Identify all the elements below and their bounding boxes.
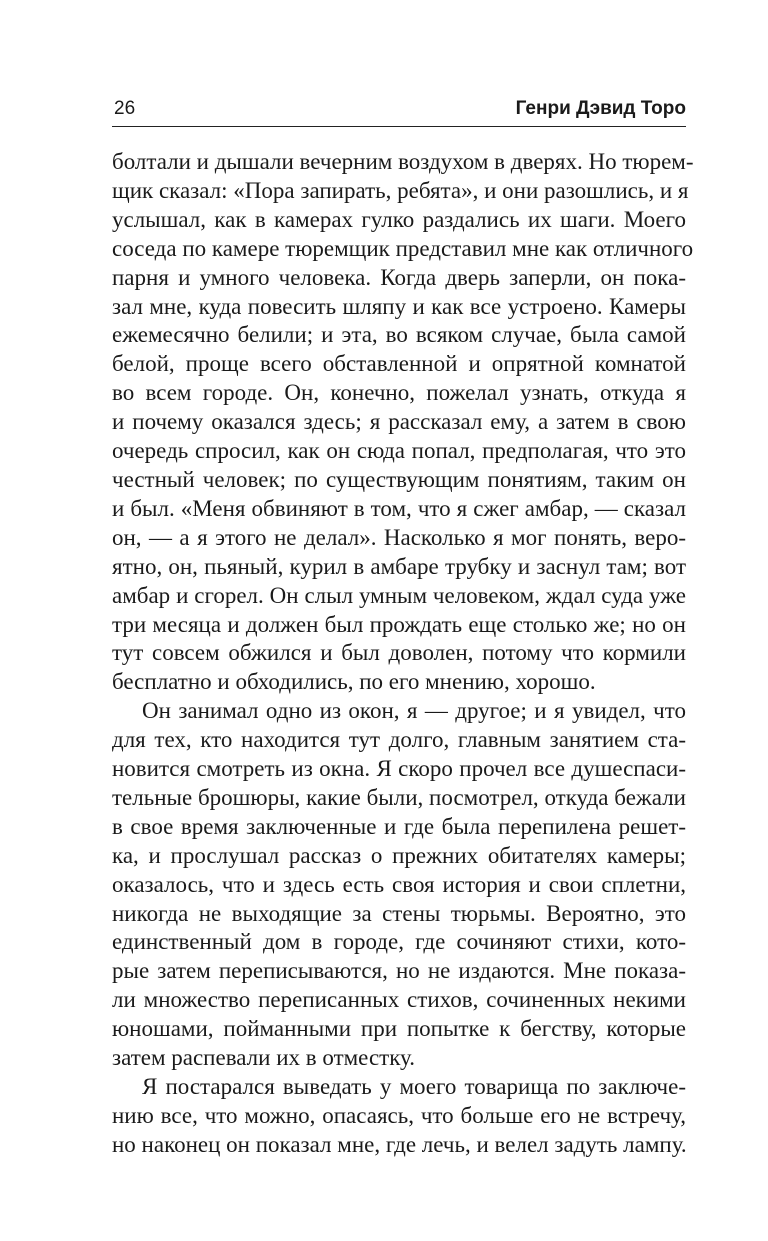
text-line: ятно, он, пьяный, курил в амбаре трубку и заснул там; вот (112, 553, 686, 579)
text-line: услышал, как в камерах гулко раздались их шаги. Моего (112, 206, 686, 232)
text-line: затем распевали их в отместку. (112, 1045, 416, 1071)
text-line: тельные брошюры, какие были, посмотрел, откуда бежали (112, 784, 686, 810)
text-line: щик сказал: «Пора запирать, ребята», и они разошлись, и я (112, 177, 689, 203)
paragraph (112, 148, 694, 697)
text-line: ли множество переписанных стихов, сочиненных некими (112, 987, 686, 1013)
text-line: новится смотреть из окна. Я скоро прочел все душеспаси- (112, 756, 686, 782)
text-line: бесплатно и обходились, по его мнению, хорошо. (112, 669, 596, 695)
text-line: три месяца и должен был прождать еще столько же; но он (112, 611, 686, 637)
text-line: Он занимал одно из окон, я — другое; и я увидел, что (142, 698, 686, 724)
text-line: ка, и прослушал рассказ о прежних обитателях камеры; (112, 842, 686, 868)
text-line: очередь спросил, как он сюда попал, предполагая, что это (112, 438, 686, 464)
text-line: он, — а я этого не делал». Насколько я мог понять, веро- (112, 524, 686, 550)
text-line: нию все, что можно, опасаясь, что больше его не встречу, (112, 1102, 686, 1128)
paragraph (112, 697, 686, 1073)
page-header (112, 94, 686, 127)
text-line: зал мне, куда повесить шляпу и как все устроено. Камеры (112, 293, 686, 319)
text-line: во всем городе. Он, конечно, пожелал узнать, откуда я (112, 380, 686, 406)
text-line: Я постарался выведать у моего товарища по заключе- (142, 1074, 686, 1099)
text-line: рые затем переписываются, но не издаются. Мне показа- (112, 958, 686, 984)
text-line: честный человек; по существующим понятиям, таким он (112, 466, 686, 492)
text-line: и был. «Меня обвиняют в том, что я сжег амбар, — сказал (112, 495, 686, 521)
body-text (112, 148, 694, 1160)
text-line: юношами, пойманными при попытке к бегству, которые (112, 1016, 686, 1042)
text-line: в свое время заключенные и где была перепилена решет- (112, 813, 686, 839)
text-line: единственный дом в городе, где сочиняют стихи, кото- (112, 929, 686, 955)
text-line: но наконец он показал мне, где лечь, и велел задуть лампу. (112, 1131, 687, 1157)
text-line: ежемесячно белили; и эта, во всяком случае, была самой (112, 322, 686, 348)
text-line: никогда не выходящие за стены тюрьмы. Вероятно, это (112, 900, 686, 926)
page-number: 26 (114, 98, 136, 119)
text-line: оказалось, что и здесь есть своя история и свои сплетни, (112, 871, 686, 897)
text-line: тут совсем обжился и был доволен, потому что кормили (112, 640, 686, 666)
paragraph (112, 1073, 686, 1160)
text-line: соседа по камере тюремщик представил мне как отличного (112, 235, 694, 261)
text-line: амбар и сгорел. Он слыл умным человеком, ждал суда уже (112, 582, 686, 608)
text-line: парня и умного человека. Когда дверь заперли, он пока- (112, 264, 686, 290)
text-line: белой, проще всего обставленной и опрятной комнатой (112, 351, 686, 377)
text-line: и почему оказался здесь; я рассказал ему, а затем в свою (112, 409, 686, 435)
running-title: Генри Дэвид Торо (515, 98, 686, 119)
text-line: болтали и дышали вечерним воздухом в дверях. Но тюрем- (112, 149, 694, 174)
text-line: для тех, кто находится тут долго, главным занятием ста- (112, 727, 686, 753)
